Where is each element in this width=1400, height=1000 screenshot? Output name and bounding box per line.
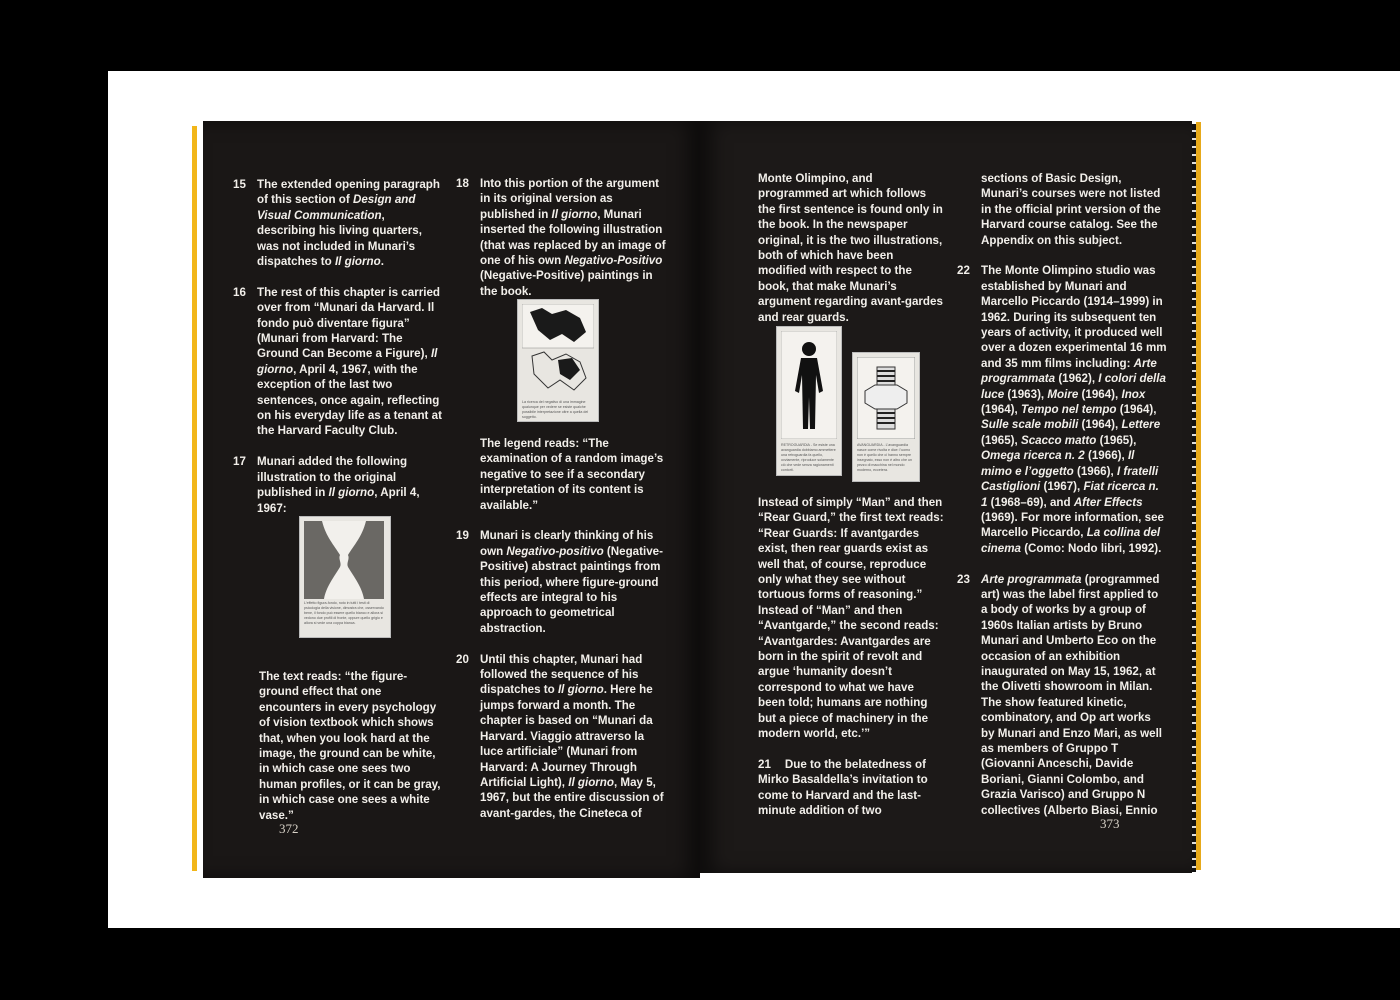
instead-paragraph: Instead of simply “Man” and then “Rear Guard,” the first text reads: “Rear Guards: If avantgardes exist, then rear guards exist as well that, of course, reproduce only what they see without tortuous forms of reasoning.” Instead of “Man” and then “Avantgarde,” the second reads: “Avantgardes: Avantgardes are born in the spirit of revolt and argue ‘humanity doesn’t correspond to what we have been told; humans are nothing but a piece of machinery in the modern world, etc.’” — [758, 496, 944, 741]
note-16 — [233, 285, 443, 439]
figure-caption: RETROGUARDIA - Se esiste una avanguardia dobbiamo ammettere una retroguardia fa quello, ovviamente, riproduce solamente ciò che vede senza ragionamenti contorti. — [781, 443, 836, 472]
left-page — [203, 121, 700, 878]
vase-profiles-illustration — [304, 521, 384, 599]
note-text: The extended opening paragraph of this section of Design and Visual Communication, describing his living quarters, was not included in Munari’s dispatches to Il giorno. — [257, 178, 440, 269]
note-text: Munari is clearly thinking of his own Negativo-positivo (Negative-Positive) abstract paintings from this period, where figure-ground effects are integral to his approach to geometrical abstraction. — [480, 529, 663, 635]
note-18 — [456, 176, 666, 299]
note-number: 18 — [456, 177, 469, 190]
figure-avantgarde-bolt — [852, 352, 920, 482]
negative-image-illustration — [522, 304, 594, 396]
note-text: Munari added the following illustration to the original published in Il giorno, April 4, 1967: — [257, 455, 420, 515]
note-number: 22 — [957, 264, 970, 278]
note-number: 16 — [233, 285, 246, 299]
note-20 — [456, 652, 666, 821]
man-silhouette-illustration — [781, 331, 837, 439]
left-column-2 — [456, 176, 666, 315]
right-column-1-continued — [758, 495, 944, 834]
note-number: 19 — [456, 529, 469, 543]
figure-rear-guard-man — [776, 326, 842, 476]
note-text: Due to the belatedness of Mirko Basaldella’s invitation to come to Harvard and the last-minute addition of two — [758, 757, 928, 818]
figure-caption: L’effetto figura-fondo, noto in tutti i testi di psicologia della visione, dimostra che, osservando bene, il fondo può essere quello bianco e allora si vedono due profili di fronte, oppure quello grigio e allora si vede una coppa bianca. — [304, 601, 384, 625]
note-21 — [758, 757, 944, 819]
note-text: Until this chapter, Munari had followed the sequence of his dispatches to Il giorno. Here he jumps forward a month. The chapter is based on “Munari da Harvard. Viaggio attraverso la luce artificiale” (Munari from Harvard: A Journey Through Artificial Light), Il giorno, May 5, 1967, but the entire discussion of avant-gardes, the Cineteca of — [480, 652, 664, 820]
note-number: 23 — [957, 572, 970, 586]
right-column-1 — [758, 171, 944, 325]
text-reads-paragraph: The text reads: “the figure-ground effect that one encounters in every psychology of vision textbook which shows that, when you look hard at the image, the ground can be white, in which case one sees two human profiles, or it can be gray, in which case one sees a white vase.” — [259, 670, 441, 822]
note-number: 21 — [758, 757, 771, 771]
book-edge-left — [192, 126, 197, 871]
note-19 — [456, 528, 666, 636]
left-column-2-continued — [456, 436, 666, 837]
note-number: 15 — [233, 178, 246, 191]
book-edge-right — [1196, 122, 1201, 870]
note-number: 17 — [233, 455, 246, 469]
figure-caption: La ricerca del negativo di una immagine qualunque per vedere se esiste qualche possibile interpretazione oltre a quella del soggetto. — [522, 400, 589, 419]
right-column-2 — [957, 171, 1167, 833]
figure-vase-profiles — [299, 516, 391, 638]
note-22 — [957, 263, 1167, 556]
figure-negative-positive — [517, 299, 599, 422]
bolt-nut-illustration — [857, 357, 915, 439]
continued-paragraph: Monte Olimpino, and programmed art which follows the first sentence is found only in the book. In the newspaper original, it is the two illustrations, both of which have been modified with respect to the book, that make Munari’s argument regarding avant-gardes and rear guards. — [758, 172, 943, 324]
note-23 — [957, 572, 1167, 819]
note-17 — [233, 454, 443, 516]
page-number-right: 373 — [1100, 816, 1120, 831]
left-column-1 — [233, 177, 443, 531]
note-text: Arte programmata (programmed art) was the label first applied to a body of works by a group of 1960s Italian artists by Bruno Munari and Umberto Eco on the occasion of an exhibition inaugurated on May 15, 1962, at the Olivetti showroom in Milan. The show featured kinetic, combinatory, and Op art works by Munari and Enzo Mari, as well as members of Gruppo T (Giovanni Anceschi, Davide Boriani, Gianni Colombo, and Grazia Varisco) and Gruppo N collectives (Alberto Biasi, Ennio — [981, 572, 1163, 817]
note-text: The rest of this chapter is carried over from “Munari da Harvard. Il fondo può diventare figura” (Munari from Harvard: The Ground Can Become a Figure), Il giorno, April 4, 1967, with the exception of the last two sentences, once again, reflecting on his everyday life as a tenant at the Harvard Faculty Club. — [257, 285, 442, 438]
note-number: 20 — [456, 652, 469, 666]
continued-paragraph: sections of Basic Design, Munari’s courses were not listed in the official print version of the Harvard course catalog. See the Appendix on this subject. — [981, 172, 1161, 247]
legend-paragraph: The legend reads: “The examination of a random image’s negative to see if a secondary interpretation of its content is available.” — [480, 437, 664, 512]
right-page — [700, 121, 1192, 873]
figure-caption: AVANGUARDIA - L’avanguardia nasce come rivolta e dice: l’uomo non è quello che ci hanno sempre insegnato, esso non è altro che un pezzo di macchina nel mondo moderno, eccetera. — [857, 443, 912, 472]
note-text: The Monte Olimpino studio was established by Munari and Marcello Piccardo (1914–1999) in 1962. During its subsequent ten years of activity, it produced well over a dozen experimental 16 mm and 35 mm films including: Arte programmata (1962), I colori della luce (1963), Moire (1964), Inox (1964), Tempo nel tempo (1964), Sulle scale mobili (1964), Lettere (1965), Scacco matto (1965), Omega ricerca n. 2 (1966), Il mimo e l’oggetto (1966), I fratelli Castiglioni (1967), Fiat ricerca n. 1 (1968–69), and After Effects (1969). For more information, see Marcello Piccardo, La collina del cinema (Como: Nodo libri, 1992). — [981, 264, 1167, 555]
left-column-1-continued — [259, 669, 443, 823]
note-15 — [233, 177, 443, 269]
page-number-left: 372 — [279, 821, 299, 836]
note-text: Into this portion of the argument in its original version as published in Il giorno, Munari inserted the following illustration (that was replaced by an image of one of his own Negativo-Positivo (Negative-Positive) paintings in the book. — [480, 177, 666, 298]
